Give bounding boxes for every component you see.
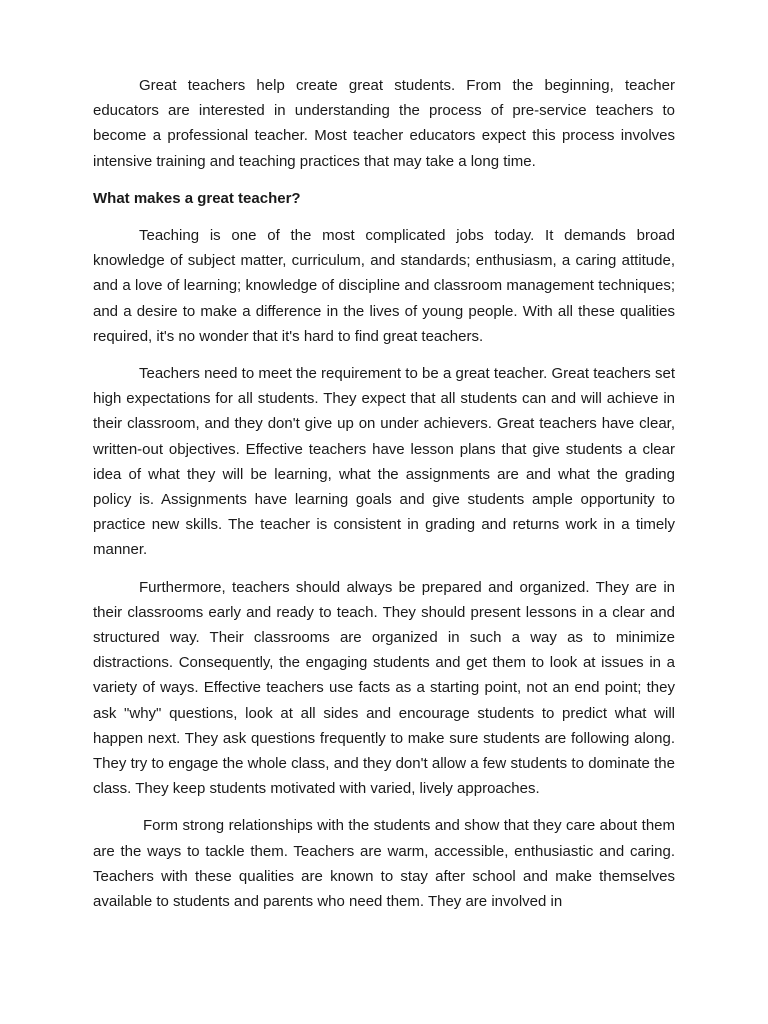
body-paragraph-requirements: Teachers need to meet the requirement to be a great teacher. Great teachers set high expectations for all students. They expect that all students can and will achieve in their classroom, and they don't give up on under achievers. Great teachers have clear, written-out objectives. Effective teachers have lesson plans that give students a clear idea of what they will be learning, what the assignments are and what the grading policy is. Assignments have learning goals and give students ample opportunity to practice new skills. The teacher is consistent in grading and returns work in a timely manner.	[93, 365, 675, 559]
body-paragraph-relationships: Form strong relationships with the students and show that they care about them are the ways to tackle them. Teachers are warm, accessible, enthusiastic and caring. Teachers with these qualities are known to stay after school and make themselves available to students and parents who need them. They are involved in	[93, 817, 675, 911]
section-heading: What makes a great teacher?	[93, 189, 301, 207]
body-paragraph-organization: Furthermore, teachers should always be prepared and organized. They are in their classrooms early and ready to teach. They should present lessons in a clear and structured way. Their classrooms are organized in such a way as to minimize distractions. Consequently, the engaging students and get them to look at issues in a variety of ways. Effective teachers use facts as a starting point, not an end point; they ask "why" questions, look at all sides and encourage students to predict what will happen next. They ask questions frequently to make sure students are following along. They try to engage the whole class, and they don't allow a few students to dominate the class. They keep students motivated with varied, lively approaches.	[93, 578, 675, 798]
intro-paragraph: Great teachers help create great students. From the beginning, teacher educators are interested in understanding the process of pre-service teachers to become a professional teacher. Most teacher educators expect this process involves intensive training and teaching practices that may take a long time.	[93, 77, 675, 170]
body-paragraph-teaching: Teaching is one of the most complicated jobs today. It demands broad knowledge of subject matter, curriculum, and standards; enthusiasm, a caring attitude, and a love of learning; knowledge of discipline and classroom management techniques; and a desire to make a difference in the lives of young people. With all these qualities required, it's no wonder that it's hard to find great teachers.	[93, 227, 675, 345]
